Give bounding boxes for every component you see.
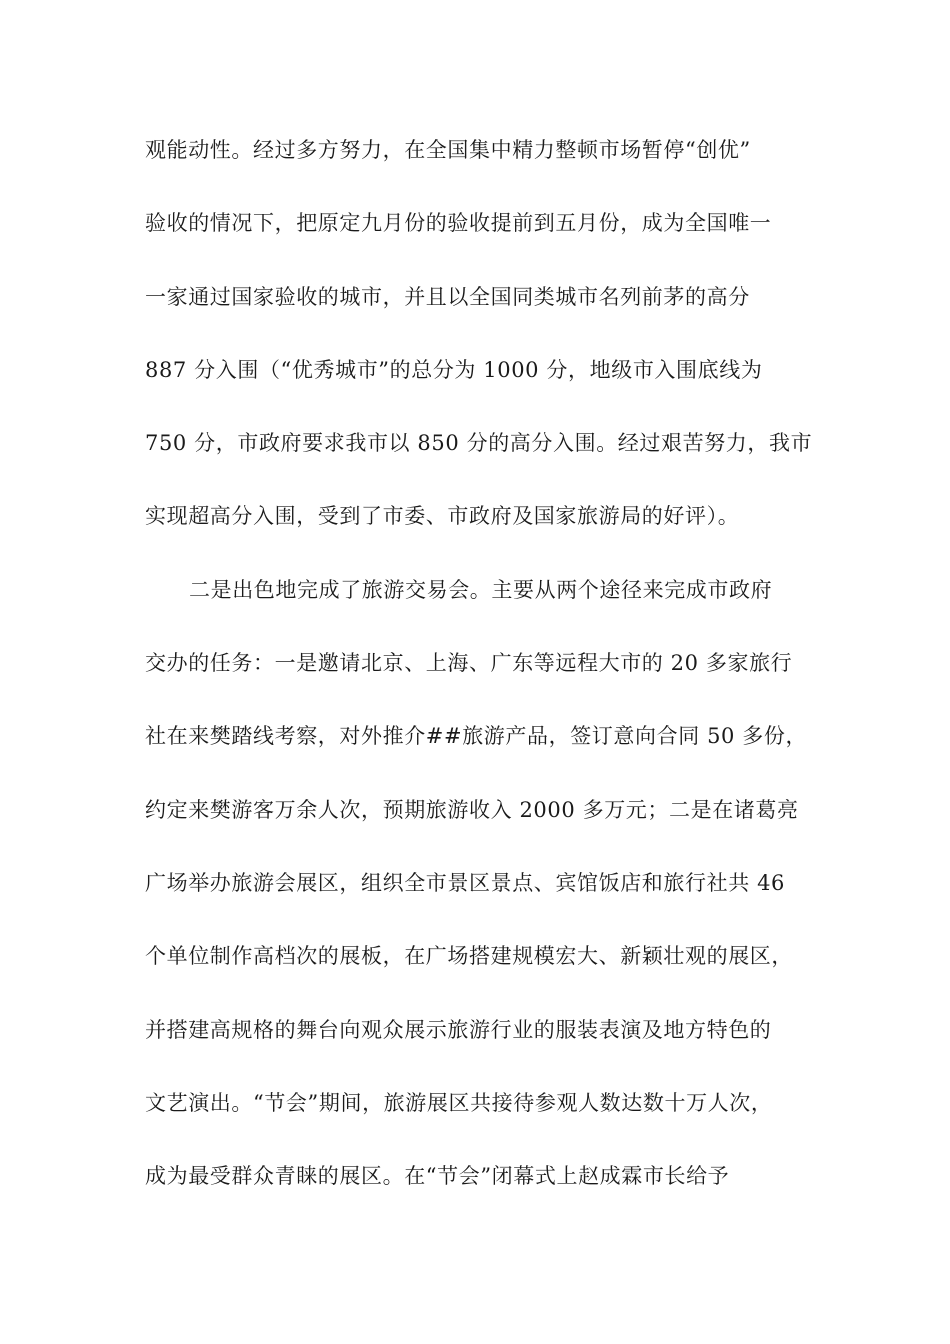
- text-line: 887 分入围（“优秀城市”的总分为 1000 分，地级市入围底线为: [145, 357, 763, 382]
- text-line: 验收的情况下，把原定九月份的验收提前到五月份，成为全国唯一: [145, 211, 772, 236]
- text-line: 约定来樊游客万余人次，预期旅游收入 2000 多万元；二是在诸葛亮: [145, 797, 799, 822]
- body-text: [145, 128, 815, 1227]
- text-line: 750 分，市政府要求我市以 850 分的高分入围。经过艰苦努力，我市: [145, 431, 813, 456]
- text-line: 交办的任务：一是邀请北京、上海、广东等远程大市的 20 多家旅行: [145, 651, 793, 676]
- text-line: 实现超高分入围，受到了市委、市政府及国家旅游局的好评）。: [145, 504, 740, 529]
- paragraph-start-line: 二是出色地完成了旅游交易会。主要从两个途径来完成市政府: [189, 577, 773, 602]
- text-line: 一家通过国家验收的城市，并且以全国同类城市名列前茅的高分: [145, 284, 750, 309]
- text-line: 社在来樊踏线考察，对外推介##旅游产品，签订意向合同 50 多份，: [145, 724, 808, 749]
- text-line: 个单位制作高档次的展板，在广场搭建规模宏大、新颖壮观的展区，: [145, 944, 793, 969]
- text-line: 文艺演出。“节会”期间，旅游展区共接待参观人数达数十万人次，: [145, 1090, 773, 1115]
- text-line: 观能动性。经过多方努力，在全国集中精力整顿市场暂停“创优”: [145, 138, 751, 162]
- text-line: 并搭建高规格的舞台向观众展示旅游行业的服装表演及地方特色的: [145, 1017, 772, 1042]
- text-line: 广场举办旅游会展区，组织全市景区景点、宾馆饭店和旅行社共 46: [145, 870, 785, 895]
- text-line: 成为最受群众青睐的展区。在“节会”闭幕式上赵成霖市长给予: [145, 1164, 730, 1189]
